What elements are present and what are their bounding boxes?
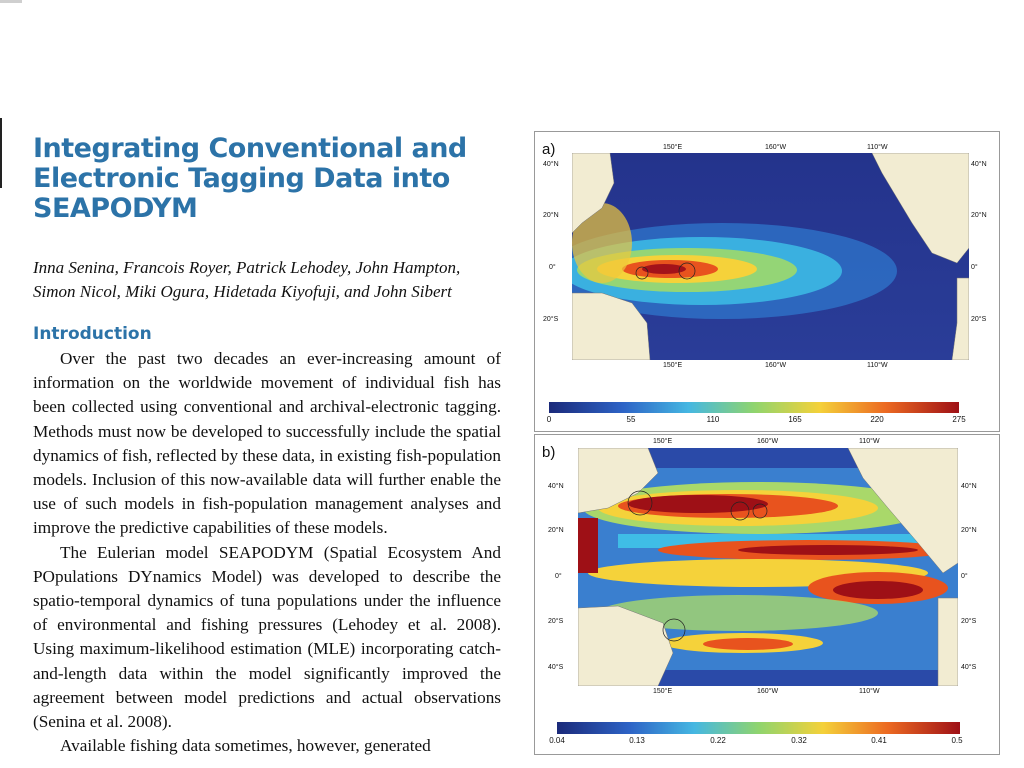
panel-a-top-lon-3: 110°W xyxy=(867,144,888,151)
panel-b-bottom-lon-3: 110°W xyxy=(859,688,880,695)
panel-a-bottom-lon-2: 160°W xyxy=(765,362,787,369)
panel-a-top-lon-2: 160°W xyxy=(765,144,787,151)
panel-b-mid-core xyxy=(738,545,918,555)
panel-a-top-lon-1: 150°E xyxy=(663,144,683,151)
panel-b-north-core xyxy=(628,495,768,513)
panel-a-label: a) xyxy=(542,141,556,158)
figure-panel-a xyxy=(534,131,1000,432)
panel-b-right-lat-5: 40°S xyxy=(961,664,977,671)
panel-a-bottom-lon-1: 150°E xyxy=(663,362,683,369)
thumbnail-marker xyxy=(0,0,22,3)
panel-b-right-lat-3: 0° xyxy=(961,573,968,580)
paragraph-1: Over the past two decades an ever-increasing amount of information on the worldwide movement of individual fish has been collected using conventional and archival-electronic tagging. Methods must now be developed to successfully include the spatial dynamics of fish, reflected by these data, in existing fish-population models. Inclusion of this now-available data will further enable the use of such models in fish-population management analyses and improve the predictive capabilities of these models. xyxy=(33,349,501,538)
panel-b-east-core xyxy=(833,581,923,599)
panel-b-colorbar xyxy=(557,722,960,734)
panel-b-left-lat-4: 20°S xyxy=(548,618,564,625)
panel-b-left-lat-5: 40°S xyxy=(548,664,564,671)
panel-b-colorbar-tick: 0.5 xyxy=(951,736,963,745)
panel-a-left-lat-3: 0° xyxy=(549,264,556,271)
article-authors: Inna Senina, Francois Royer, Patrick Lehodey, John Hampton, Simon Nicol, Miki Ogura, Hidetada Kiyofuji, and John Sibert xyxy=(33,258,461,301)
panel-a-colorbar xyxy=(549,402,959,413)
panel-b-bottom-lon-2: 160°W xyxy=(757,688,779,695)
page-edge-line xyxy=(0,118,2,188)
panel-b-colorbar-tick: 0.32 xyxy=(791,736,807,745)
panel-a-heatmap xyxy=(572,153,969,360)
panel-b-colorbar-tick: 0.13 xyxy=(629,736,645,745)
figure-tuna-density-maps xyxy=(534,131,998,755)
panel-a-colorbar-tick: 0 xyxy=(546,415,552,424)
panel-b-colorbar-tick: 0.41 xyxy=(871,736,887,745)
section-heading-introduction: Introduction xyxy=(33,324,152,344)
article-title: Integrating Conventional and Electronic Tagging Data into SEAPODYM xyxy=(33,133,467,224)
panel-a-right-lat-1: 40°N xyxy=(971,161,987,168)
panel-b-right-lat-4: 20°S xyxy=(961,618,977,625)
panel-a-colorbar-tick: 110 xyxy=(706,415,720,424)
panel-b-right-lat-2: 20°N xyxy=(961,527,977,534)
panel-a-bottom-lon-3: 110°W xyxy=(867,362,888,369)
panel-b-left-lat-2: 20°N xyxy=(548,527,564,534)
panel-b-left-lat-3: 0° xyxy=(555,573,562,580)
paragraph-3: Available fishing data sometimes, however, generated xyxy=(60,736,431,756)
panel-b-top-lon-1: 150°E xyxy=(653,438,673,445)
panel-a-left-lat-1: 40°N xyxy=(543,161,559,168)
panel-b-top-lon-2: 160°W xyxy=(757,438,779,445)
panel-a-right-lat-4: 20°S xyxy=(971,316,987,323)
panel-a-left-lat-2: 20°N xyxy=(543,212,559,219)
panel-a-colorbar-tick: 165 xyxy=(788,415,802,424)
panel-b-left-lat-1: 40°N xyxy=(548,483,564,490)
panel-b-top-lon-3: 110°W xyxy=(859,438,880,445)
panel-b-right-lat-1: 40°N xyxy=(961,483,977,490)
panel-a-right-lat-3: 0° xyxy=(971,264,978,271)
figure-panel-b xyxy=(534,434,1000,755)
panel-b-bottom-lon-1: 150°E xyxy=(653,688,673,695)
panel-b-colorbar-tick: 0.04 xyxy=(549,736,565,745)
panel-b-south-america xyxy=(938,598,958,686)
panel-b-south-orange xyxy=(703,638,793,650)
panel-a-colorbar-tick: 55 xyxy=(626,415,636,424)
panel-b-colorbar-tick: 0.22 xyxy=(710,736,726,745)
panel-a-left-lat-4: 20°S xyxy=(543,316,559,323)
panel-b-label: b) xyxy=(542,444,556,461)
paragraph-2: The Eulerian model SEAPODYM (Spatial Ecosystem And POpulations DYnamics Model) was developed to describe the spatio-temporal dynamics of tuna populations under the influence of environmental and fishing pressures (Lehodey et al. 2008). Using maximum-likelihood estimation (MLE) incorporating catch-and-length data within the model significantly improved the agreement between model predictions and actual observations (Senina et al. 2008). xyxy=(33,542,501,732)
panel-a-right-lat-2: 20°N xyxy=(971,212,987,219)
panel-b-heatmap xyxy=(578,448,958,686)
article-body xyxy=(33,347,501,758)
panel-a-colorbar-tick: 220 xyxy=(870,415,884,424)
panel-a-colorbar-tick: 275 xyxy=(952,415,966,424)
blank-header-area xyxy=(0,0,1024,118)
panel-b-west-red xyxy=(578,518,598,573)
